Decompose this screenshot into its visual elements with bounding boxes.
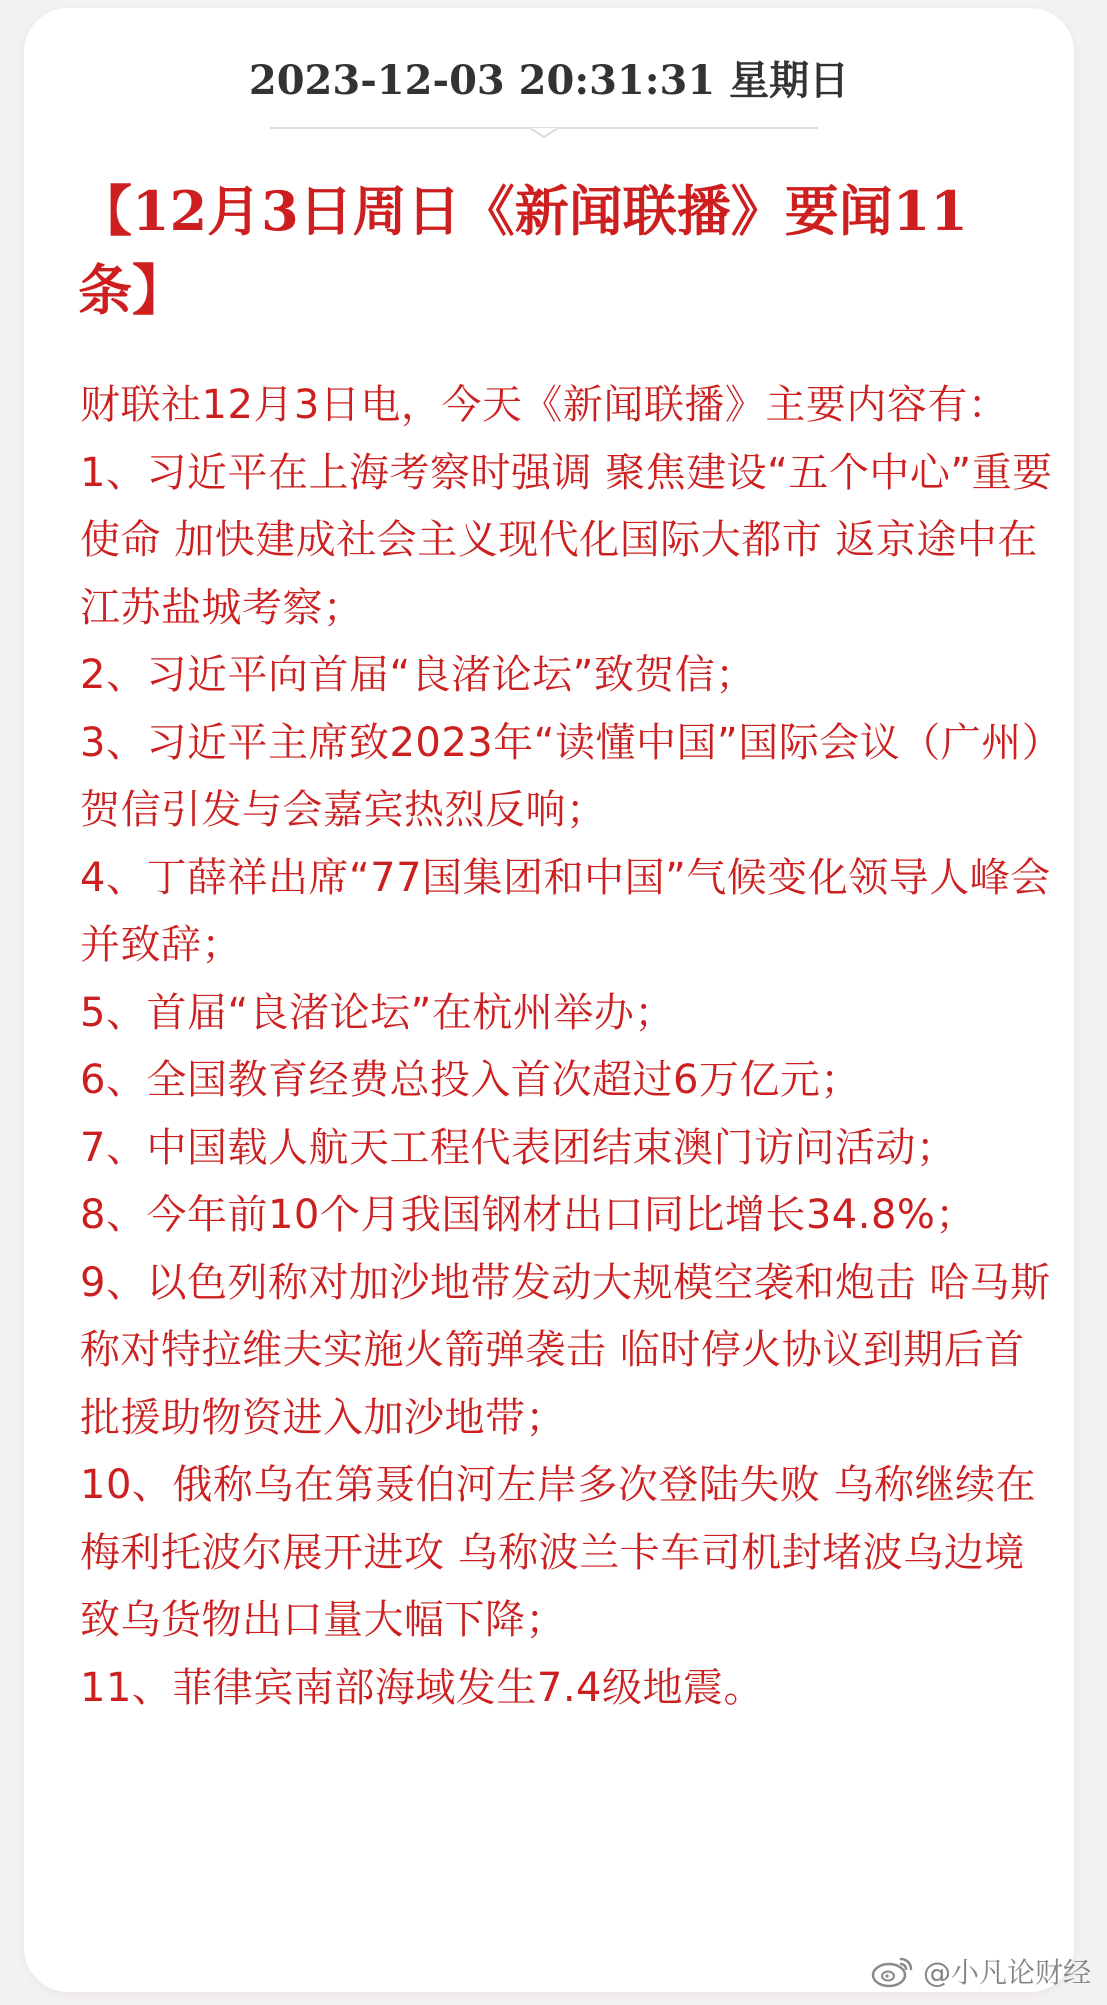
news-item: 7、中国载人航天工程代表团结束澳门访问活动；	[80, 1124, 957, 1171]
watermark-text: @小凡论财经	[922, 1956, 1091, 1989]
intro-text: 财联社12月3日电，今天《新闻联播》主要内容有：	[80, 382, 1009, 428]
news-card	[24, 8, 1074, 1992]
divider-line	[270, 126, 818, 138]
news-item: 11、菲律宾南部海域发生7.4级地震。	[80, 1664, 765, 1711]
news-item: 6、全国教育经费总投入首次超过6万亿元；	[80, 1057, 861, 1103]
news-item: 1、习近平在上海考察时强调 聚焦建设“五个中心”重要使命 加快建成社会主义现代化国际大都市 返京途中在江苏盐城考察；	[80, 449, 1053, 631]
news-item: 8、今年前10个月我国钢材出口同比增长34.8%；	[80, 1192, 976, 1238]
news-item: 4、丁薛祥出席“77国集团和中国”气候变化领导人峰会并致辞；	[80, 854, 1051, 968]
news-content	[80, 372, 1055, 1722]
datetime-header: 2023-12-03 20:31:31 星期日	[248, 57, 850, 104]
news-item: 9、以色列称对加沙地带发动大规模空袭和炮击 哈马斯称对特拉维夫实施火箭弹袭击 临时停火协议到期后首批援助物资进入加沙地带；	[80, 1259, 1051, 1441]
weibo-icon	[871, 1953, 915, 1989]
headline: 【12月3日周日《新闻联播》要闻11条】	[78, 179, 968, 322]
news-item: 2、习近平向首届“良渚论坛”致贺信；	[80, 652, 756, 698]
news-item: 5、首届“良渚论坛”在杭州举办；	[80, 989, 675, 1036]
weibo-watermark	[871, 1951, 1091, 1991]
news-item: 10、俄称乌在第聂伯河左岸多次登陆失败 乌称继续在梅利托波尔展开进攻 乌称波兰卡车司机封堵波乌边境致乌货物出口量大幅下降；	[80, 1462, 1037, 1643]
news-item: 3、习近平主席致2023年“读懂中国”国际会议（广州）贺信引发与会嘉宾热烈反响；	[80, 719, 1043, 833]
